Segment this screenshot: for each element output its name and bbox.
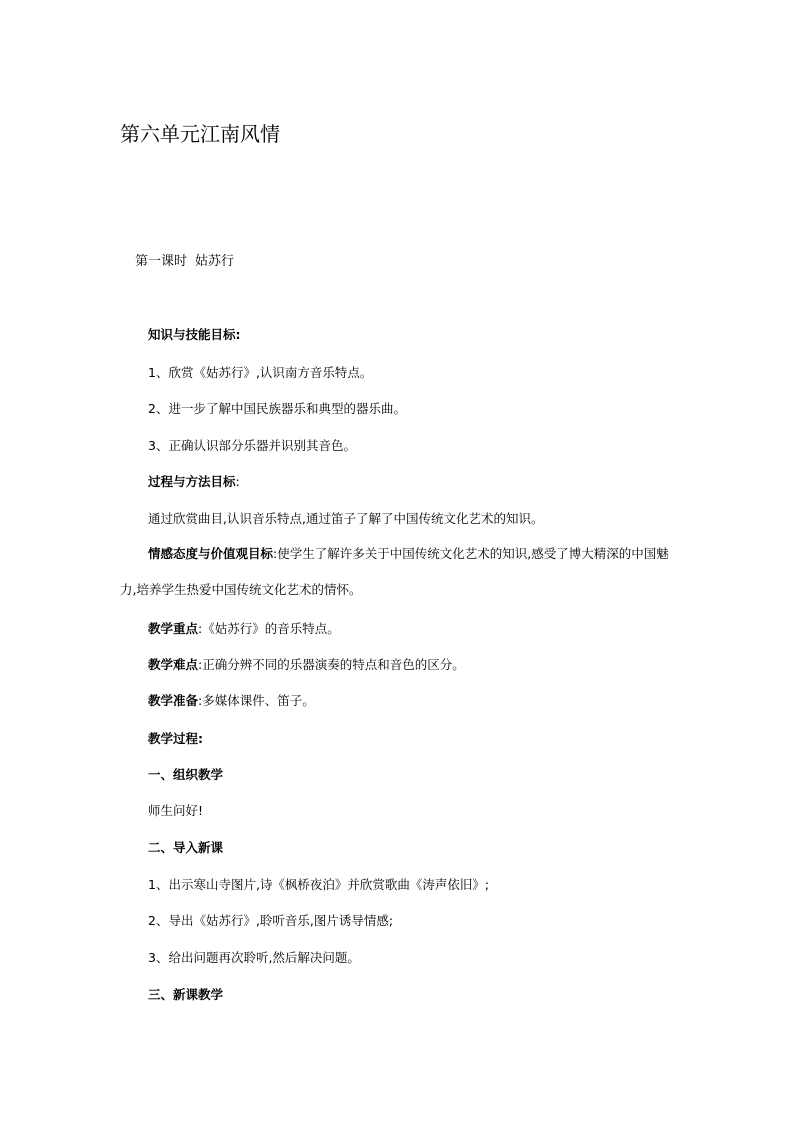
knowledge-goal-item-2: 2、进一步了解中国民族器乐和典型的器乐曲。 bbox=[148, 401, 406, 416]
section2-item-1: 1、出示寒山寺图片,诗《枫桥夜泊》并欣赏歌曲《涛声依旧》; bbox=[148, 877, 490, 892]
lesson-title bbox=[135, 253, 234, 271]
page-title: 第六单元江南风情 bbox=[120, 122, 280, 146]
process-goal-suffix: : bbox=[235, 474, 240, 489]
section1-heading: 一、组织教学 bbox=[148, 767, 224, 782]
process-heading: 教学过程: bbox=[148, 731, 203, 746]
emotion-goal-paragraph bbox=[120, 536, 680, 608]
section3-heading: 三、新课教学 bbox=[148, 987, 224, 1002]
section2-item-3: 3、给出问题再次聆听,然后解决问题。 bbox=[148, 950, 360, 965]
knowledge-goal-item-1: 1、欣赏《姑苏行》,认识南方音乐特点。 bbox=[148, 365, 373, 380]
emotion-goal-text: :使学生了解许多关于中国传统文化艺术的知识,感受了博大精深的中国魅力,培养学生热爱中国传统文化艺术的情怀。 bbox=[120, 546, 669, 597]
lesson-label: 第一课时 bbox=[135, 254, 188, 269]
preparation-text: :多媒体课件、笛子。 bbox=[198, 693, 315, 708]
difficulty-text: :正确分辨不同的乐器演奏的特点和音色的区分。 bbox=[198, 657, 465, 672]
section2-heading: 二、导入新课 bbox=[148, 840, 224, 855]
section2-item-2: 2、导出《姑苏行》,聆听音乐,图片诱导情感; bbox=[148, 913, 394, 928]
key-point-heading: 教学重点 bbox=[148, 621, 199, 636]
process-goal-line bbox=[148, 473, 240, 491]
preparation-line bbox=[148, 692, 315, 710]
preparation-heading: 教学准备 bbox=[148, 693, 199, 708]
difficulty-heading: 教学难点 bbox=[148, 657, 199, 672]
knowledge-goal-heading: 知识与技能目标: bbox=[148, 327, 241, 342]
knowledge-goal-item-3: 3、正确认识部分乐器并识别其音色。 bbox=[148, 438, 356, 453]
process-goal-text: 通过欣赏曲目,认识音乐特点,通过笛子了解了中国传统文化艺术的知识。 bbox=[148, 511, 544, 526]
difficulty-line bbox=[148, 656, 465, 674]
section1-text: 师生问好! bbox=[148, 803, 204, 818]
emotion-goal-heading: 情感态度与价值观目标 bbox=[148, 546, 274, 561]
process-goal-heading: 过程与方法目标 bbox=[148, 474, 236, 489]
key-point-line bbox=[148, 620, 340, 638]
lesson-name: 姑苏行 bbox=[195, 254, 235, 269]
key-point-text: :《姑苏行》的音乐特点。 bbox=[198, 621, 340, 636]
